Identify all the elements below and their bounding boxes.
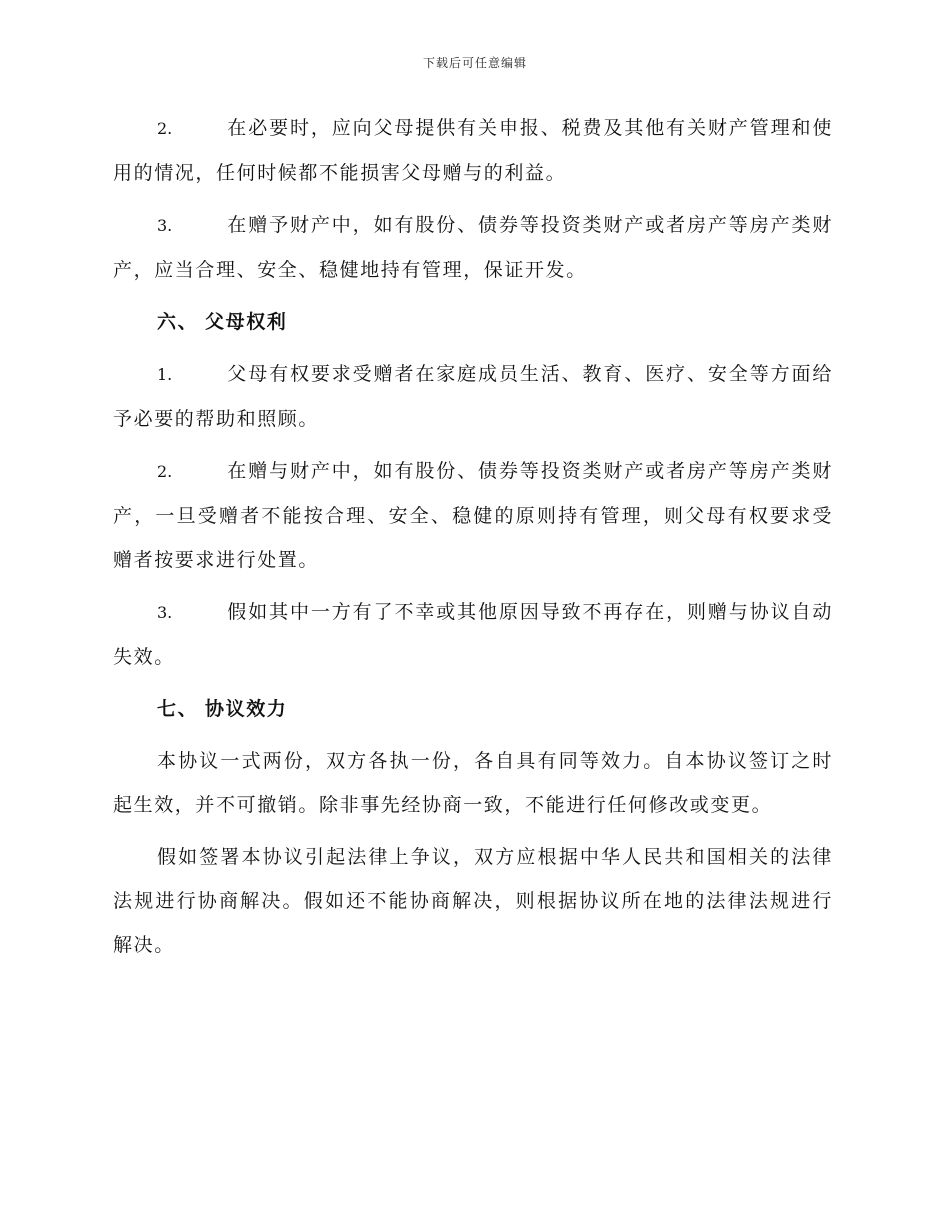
section-heading-number: 七、	[157, 698, 199, 720]
section-heading-number: 六、	[157, 311, 199, 333]
page-header: 下载后可任意编辑	[422, 56, 527, 70]
list-item-text: 在必要时，应向父母提供有关申报、税费及其他有关财产管理和使用的情况，任何时候都不能损害父母赠与的利益。	[113, 117, 833, 184]
list-item	[113, 106, 833, 195]
list-item-number: 2.	[157, 462, 173, 481]
list-item-number: 3.	[157, 603, 173, 622]
section-heading	[113, 687, 833, 731]
list-item-text: 在赠与财产中，如有股份、债券等投资类财产或者房产等房产类财产，一旦受赠者不能按合理、安全、稳健的原则持有管理，则父母有权要求受赠者按要求进行处置。	[113, 460, 833, 571]
list-item-number: 3.	[157, 216, 173, 235]
section-heading	[113, 300, 833, 344]
section-heading-text: 协议效力	[205, 698, 288, 720]
section-heading-text: 父母权利	[205, 311, 288, 333]
list-item-text: 假如其中一方有了不幸或其他原因导致不再存在，则赠与协议自动失效。	[113, 601, 833, 668]
body-paragraph: 假如签署本协议引起法律上争议，双方应根据中华人民共和国相关的法律法规进行协商解决。假如还不能协商解决，则根据协议所在地的法律法规进行解决。	[113, 846, 833, 956]
list-item-number: 2.	[157, 119, 173, 138]
list-item	[113, 203, 833, 292]
document-body	[113, 106, 833, 975]
list-item-text: 父母有权要求受赠者在家庭成员生活、教育、医疗、安全等方面给予必要的帮助和照顾。	[113, 363, 833, 430]
list-item	[113, 352, 833, 441]
body-paragraph: 本协议一式两份，双方各执一份，各自具有同等效力。自本协议签订之时起生效，并不可撤销。除非事先经协商一致，不能进行任何修改或变更。	[113, 750, 833, 816]
list-item-text: 在赠予财产中，如有股份、债券等投资类财产或者房产等房产类财产，应当合理、安全、稳健地持有管理，保证开发。	[113, 214, 833, 281]
list-item	[113, 449, 833, 582]
list-item	[113, 590, 833, 679]
list-item-number: 1.	[157, 365, 173, 384]
